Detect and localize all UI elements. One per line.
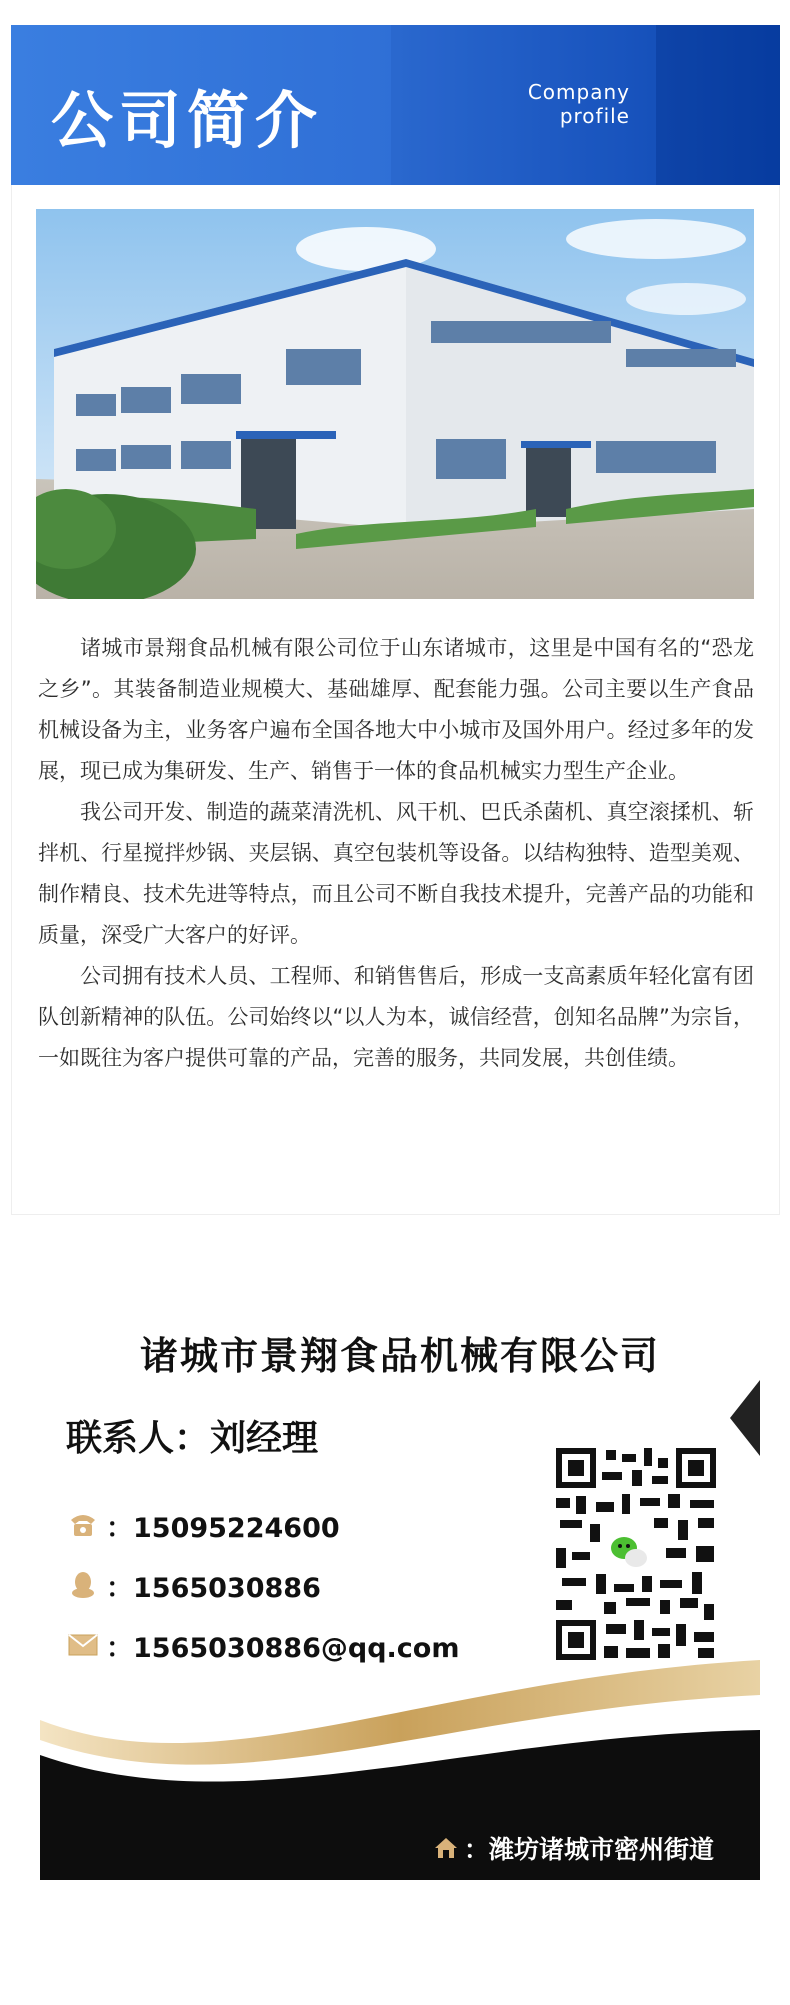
intro-paragraph-2: 我公司开发、制造的蔬菜清洗机、风干机、巴氏杀菌机、真空滚揉机、斩拌机、行星搅拌炒锅、夹层锅、真空包装机等设备。以结构独特、造型美观、制作精良、技术先进等特点，而且公司不断自我技术提升，完善产品的功能和质量，深受广大客户的好评。 bbox=[38, 800, 754, 947]
header-band-dark bbox=[656, 25, 780, 185]
email-address[interactable]: ：1565030886@qq.com bbox=[106, 1632, 460, 1664]
subtitle-line-2: profile bbox=[559, 104, 630, 128]
section-title: 公司简介 bbox=[51, 84, 324, 157]
business-card bbox=[40, 1300, 760, 1880]
subtitle-line-1: Company bbox=[527, 80, 630, 104]
phone-icon bbox=[68, 1510, 98, 1540]
phone-row bbox=[68, 1505, 340, 1545]
contact-person: 联系人：刘经理 bbox=[66, 1418, 319, 1459]
company-intro-card bbox=[11, 185, 780, 1215]
qr-code bbox=[556, 1448, 716, 1660]
intro-paragraph-1: 诸城市景翔食品机械有限公司位于山东诸城市，这里是中国有名的“恐龙之乡”。其装备制造业规模大、基础雄厚、配套能力强。公司主要以生产食品机械设备为主，业务客户遍布全国各地大中小城市及国外用户。经过多年的发展，现已成为集研发、生产、销售于一体的食品机械实力型生产企业。 bbox=[38, 636, 754, 783]
company-name: 诸城市景翔食品机械有限公司 bbox=[139, 1334, 660, 1378]
intro-paragraph-3: 公司拥有技术人员、工程师、和销售售后，形成一支高素质年轻化富有团队创新精神的队伍。公司始终以“以人为本，诚信经营，创知名品牌”为宗旨，一如既往为客户提供可靠的产品，完善的服务，共同发展，共创佳绩。 bbox=[38, 964, 754, 1070]
qq-icon bbox=[68, 1570, 98, 1600]
qq-row bbox=[68, 1565, 321, 1605]
phone-number[interactable]: ：15095224600 bbox=[106, 1512, 340, 1544]
factory-illustration bbox=[36, 209, 754, 599]
address-row bbox=[434, 1830, 714, 1866]
arrow-left-icon bbox=[730, 1380, 760, 1456]
section-header bbox=[11, 25, 780, 185]
qq-number[interactable]: ：1565030886 bbox=[106, 1572, 321, 1604]
address-text: ：潍坊诸城市密州街道 bbox=[463, 1835, 714, 1864]
intro-text bbox=[38, 628, 754, 1079]
home-icon bbox=[434, 1836, 458, 1860]
section-subtitle bbox=[528, 80, 630, 128]
factory-photo bbox=[36, 209, 754, 599]
